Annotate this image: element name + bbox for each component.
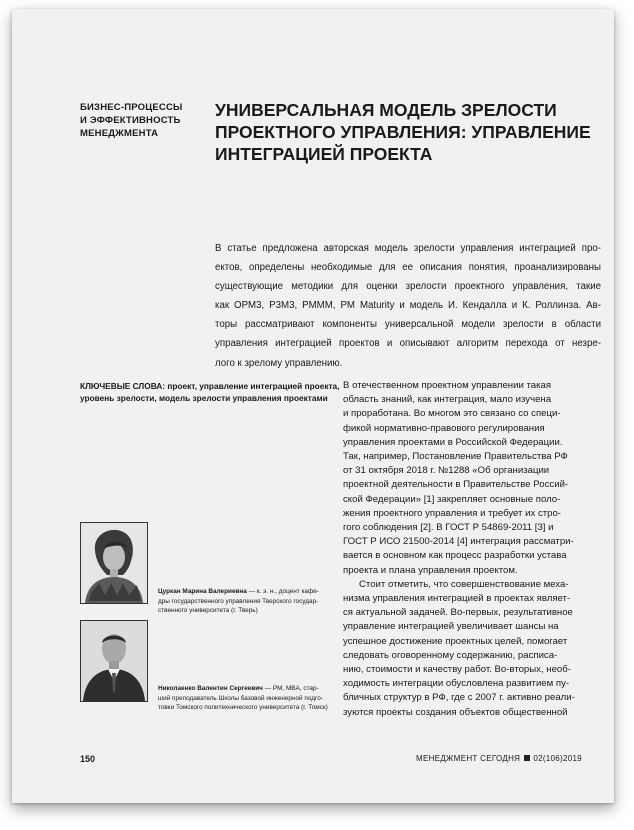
body-line: ской Федерации» [1] закрепляет основные поло- [343,493,561,505]
author-name: Николаенко Валентин Сергеевич [158,685,263,692]
abstract-line: существующие методики для оценки зрелости проектного управления, такие [215,281,601,293]
section-label [80,101,200,140]
keywords-line: уровень зрелости, модель зрелости управления проектами [80,393,328,403]
journal-name: МЕНЕДЖМЕНТ СЕГОДНЯ [416,754,521,763]
body-line: и проработана. Во многом это связано со специ- [343,408,561,420]
body-line: ГОСТ Р ИСО 21500-2014 [4] интеграция рассматри- [343,536,574,548]
journal-page [12,9,614,803]
section-label-line: И ЭФФЕКТИВНОСТЬ [80,115,181,126]
body-line: от 31 октября 2018 г. №1288 «Об организации [343,465,550,477]
abstract-line: как OPM3, P3M3, PMMM, PM Maturity и модель И. Кендалла и К. Роллинза. Ав- [215,300,601,312]
body-line: успешное достижение проектных целей, помогает [343,635,568,647]
body-line: гого соблюдения [2]. В ГОСТ Р 54869-2011 [3] и [343,522,554,534]
article-title [215,99,605,165]
body-line: Так, например, Постановление Правительства РФ [343,451,568,463]
author-bio-1 [158,587,338,616]
author-credentials: — к. э. н., доцент кафе- [246,588,319,595]
title-line: ПРОЕКТНОГО УПРАВЛЕНИЯ: УПРАВЛЕНИЕ [215,122,591,142]
author-credentials: — PM, MBA, стар- [262,685,319,692]
body-line: зуются проекты создания объектов общественной [343,706,568,718]
body-line: следовать оговоренному содержанию, расписа- [343,649,558,661]
abstract [215,239,601,373]
abstract-line: управления интеграцией проектов и описывают алгоритм перехода от незре- [215,338,601,350]
square-separator-icon [524,755,530,761]
section-label-line: МЕНЕДЖМЕНТА [80,128,159,139]
body-line: управления проектами в Российской Федерации. [343,436,563,448]
abstract-line: лого к зрелому управлению. [215,357,343,369]
journal-footer [416,754,582,763]
body-line: область знаний, как интеграция, мало изучена [343,394,552,406]
author-bio-line: дры государственного управления Тверского государ- [158,597,319,605]
author-photo-2 [80,620,148,702]
keywords [80,380,340,404]
body-line: проекта и плана управления проектом. [343,564,518,576]
author-name: Цуркан Марина Валериевна [158,588,247,595]
section-label-line: БИЗНЕС-ПРОЦЕССЫ [80,102,183,113]
page-number: 150 [80,754,96,764]
author-bio-line: ший преподаватель Школы базовой инженерной подго- [158,694,323,702]
body-line: жения проектного управления и требует их стро- [343,507,561,519]
body-line: проектной деятельности в Правительстве Россий- [343,479,569,491]
body-line: бличных структур в РФ, где с 2007 г. активно реали- [343,692,575,704]
body-line: нию, стоимости и качеству работ. Во-вторых, необ- [343,664,571,676]
body-text [343,379,595,720]
body-line: фикой нормативно-правового регулирования [343,422,545,434]
body-line: низма управления интеграцией в проектах являет- [343,593,571,605]
body-line: ся актуальной задачей. Во-первых, результативное [343,607,573,619]
journal-issue: 02(106)2019 [533,754,582,763]
abstract-line: торы рассматривают компоненты универсальной модели зрелости в области [215,319,601,331]
keywords-line: КЛЮЧЕВЫЕ СЛОВА: проект, управление интеграцией проекта, [80,381,340,391]
author-bio-2 [158,684,338,713]
abstract-line: ектов, определены необходимые для ее описания понятия, проанализированы [215,262,601,274]
title-line: ИНТЕГРАЦИЕЙ ПРОЕКТА [215,144,433,164]
author-photo-1 [80,522,148,604]
title-line: УНИВЕРСАЛЬНАЯ МОДЕЛЬ ЗРЕЛОСТИ [215,100,557,120]
body-line: В отечественном проектном управлении такая [343,380,552,391]
abstract-line: В статье предложена авторская модель зрелости управления интеграцией про- [215,243,601,254]
body-line: вается в основном как процесс разработки устава [343,550,567,562]
body-line: ходимость интеграции обусловлена развитием пу- [343,678,570,690]
author-bio-line: товки Томского политехнического университета (г. Томск) [158,704,328,712]
body-line: Стоит отметить, что совершенствование меха- [343,578,569,590]
author-bio-line: ственного университета (г. Тверь) [158,607,258,615]
body-line: управление интеграцией увеличивает шансы на [343,621,559,633]
